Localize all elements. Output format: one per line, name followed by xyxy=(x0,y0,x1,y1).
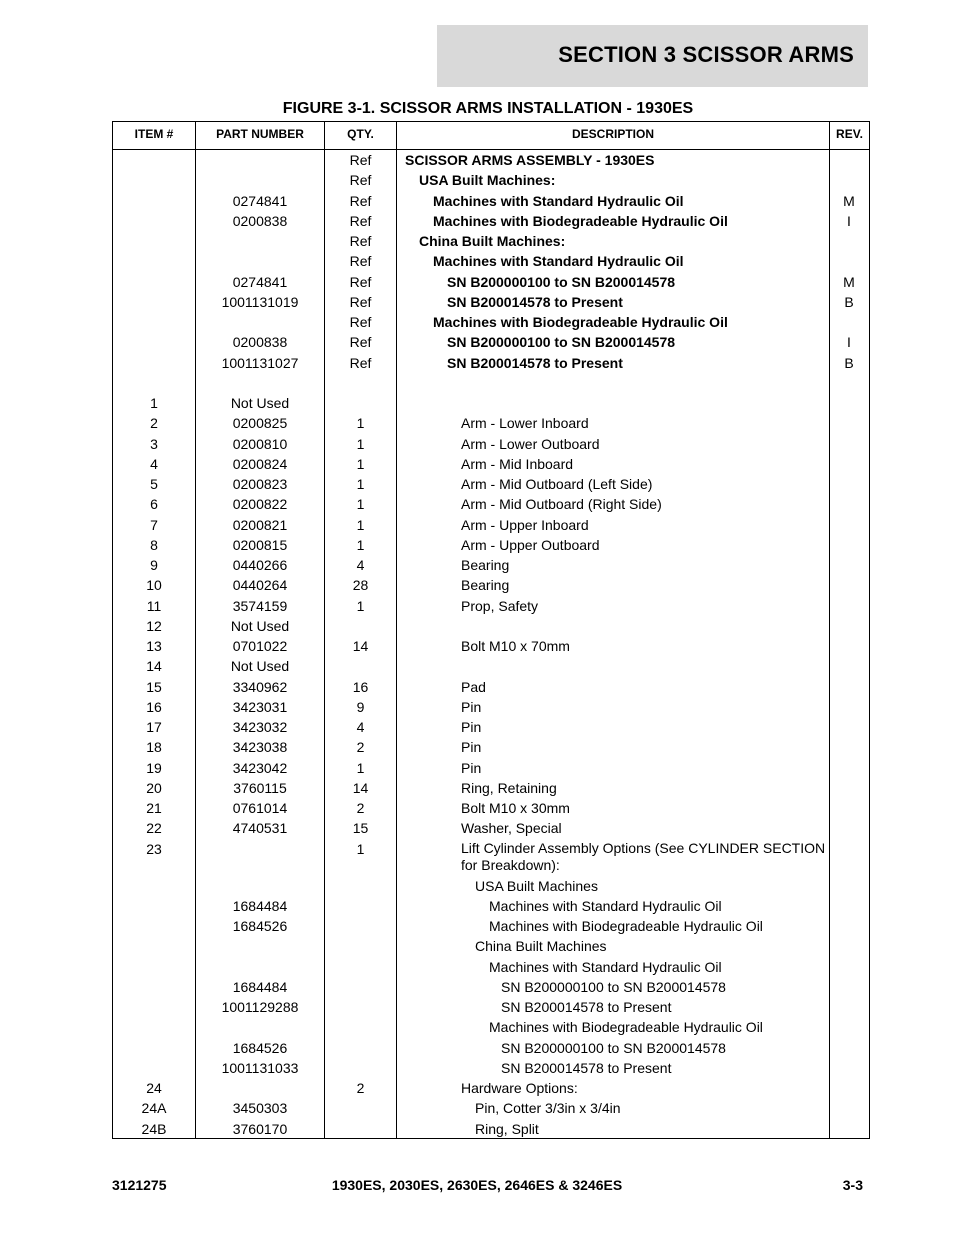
item-cell: 6 xyxy=(150,496,158,513)
item-cell: 3 xyxy=(150,435,158,452)
item-cell: 13 xyxy=(146,638,162,654)
figure-title: FIGURE 3-1. SCISSOR ARMS INSTALLATION - 1930ES xyxy=(282,100,694,117)
description-cell: Ring, Split xyxy=(475,1120,539,1137)
table-row xyxy=(113,251,869,271)
item-cell: 4 xyxy=(150,455,158,472)
qty-cell: Ref xyxy=(349,354,372,371)
description-cell: Machines with Standard Hydraulic Oil xyxy=(433,253,684,270)
description-cell: Pad xyxy=(461,678,486,695)
description-cell: SCISSOR ARMS ASSEMBLY - 1930ES xyxy=(405,152,655,168)
part-number-cell: 0200824 xyxy=(232,455,288,472)
footer-doc-number: 3121275 xyxy=(112,1177,167,1193)
description-cell: Arm - Lower Inboard xyxy=(461,415,589,432)
part-number-cell: 1684526 xyxy=(232,918,288,934)
part-number-cell: 0200822 xyxy=(232,496,288,513)
description-cell: Washer, Special xyxy=(461,820,562,837)
rev-cell: M xyxy=(843,273,855,290)
description-cell: Arm - Upper Inboard xyxy=(461,516,589,533)
part-number-cell: 0440264 xyxy=(232,577,288,594)
table-row xyxy=(113,818,869,838)
part-number-cell: 1684484 xyxy=(232,978,288,995)
part-number-cell: 3574159 xyxy=(232,597,288,614)
qty-cell: Ref xyxy=(349,152,372,168)
table-body xyxy=(113,150,869,1139)
part-number-cell: 0440266 xyxy=(232,557,288,573)
qty-cell: 2 xyxy=(356,739,365,756)
item-cell: 21 xyxy=(146,800,162,816)
item-cell: 5 xyxy=(150,476,158,492)
table-row xyxy=(113,977,869,997)
table-row xyxy=(113,839,869,876)
description-cell: Arm - Mid Outboard (Right Side) xyxy=(461,496,662,513)
table-row xyxy=(113,434,869,454)
qty-cell: 4 xyxy=(356,719,365,735)
table-row xyxy=(113,778,869,798)
description-cell: Pin xyxy=(461,759,482,776)
part-number-cell: 0701022 xyxy=(232,638,288,654)
qty-cell: Ref xyxy=(349,212,372,229)
part-number-cell: 1001129288 xyxy=(221,999,299,1015)
table-row xyxy=(113,170,869,190)
description-cell: SN B200000100 to SN B200014578 xyxy=(501,978,726,995)
part-number-cell: 0274841 xyxy=(232,192,288,209)
description-cell: Lift Cylinder Assembly Options (See CYLINDER SECTION for Breakdown): xyxy=(461,839,826,873)
table-row xyxy=(113,957,869,977)
table-row xyxy=(113,697,869,717)
header-qty: QTY. xyxy=(347,127,374,141)
table-row xyxy=(113,1119,869,1139)
table-row xyxy=(113,231,869,251)
qty-cell: 2 xyxy=(356,800,365,816)
part-number-cell: 1001131033 xyxy=(221,1059,299,1076)
qty-cell: Ref xyxy=(349,253,372,270)
part-number-cell: 3760170 xyxy=(232,1120,288,1137)
description-cell: Arm - Mid Inboard xyxy=(461,455,574,472)
table-row xyxy=(113,596,869,616)
qty-cell: 1 xyxy=(356,759,365,776)
description-cell: Arm - Mid Outboard (Left Side) xyxy=(461,476,653,492)
qty-cell: 1 xyxy=(356,476,365,492)
table-row xyxy=(113,876,869,896)
rev-cell: B xyxy=(844,354,854,371)
table-row xyxy=(113,515,869,535)
part-number-cell: 0274841 xyxy=(232,273,288,290)
part-number-cell: 3423031 xyxy=(232,698,288,715)
qty-cell: 1 xyxy=(356,840,365,857)
table-row xyxy=(113,191,869,211)
table-row xyxy=(113,474,869,494)
item-cell: 18 xyxy=(146,739,162,756)
item-cell: 14 xyxy=(146,658,162,675)
qty-cell: 1 xyxy=(356,516,365,533)
part-number-cell: 0761014 xyxy=(232,800,288,816)
table-row xyxy=(113,997,869,1017)
part-number-cell: 3450303 xyxy=(232,1100,288,1117)
table-row xyxy=(113,454,869,474)
qty-cell: 9 xyxy=(356,698,365,715)
qty-cell: 1 xyxy=(356,496,365,513)
description-cell: Arm - Lower Outboard xyxy=(461,435,600,452)
part-number-cell: Not Used xyxy=(230,658,290,675)
header-rev: REV. xyxy=(836,127,863,141)
part-number-cell: 1001131019 xyxy=(221,293,299,310)
part-number-cell: 0200815 xyxy=(232,536,288,553)
table-row xyxy=(113,758,869,778)
description-cell: USA Built Machines: xyxy=(419,172,556,189)
part-number-cell: 3423042 xyxy=(232,759,288,776)
part-number-cell: 1684526 xyxy=(232,1039,288,1056)
part-number-cell: 0200825 xyxy=(232,415,288,432)
table-row xyxy=(113,393,869,413)
description-cell: Hardware Options: xyxy=(461,1080,578,1096)
description-cell: Bearing xyxy=(461,577,510,594)
section-banner xyxy=(437,25,868,87)
rev-cell: I xyxy=(847,334,851,351)
table-row xyxy=(113,272,869,292)
qty-cell: Ref xyxy=(349,293,372,310)
table-row xyxy=(113,636,869,656)
rev-cell: M xyxy=(843,192,855,209)
part-number-cell: 1684484 xyxy=(232,897,288,914)
description-cell: Bolt M10 x 70mm xyxy=(461,638,570,654)
item-cell: 22 xyxy=(146,820,162,837)
qty-cell: 14 xyxy=(352,779,369,796)
qty-cell: 1 xyxy=(356,435,365,452)
rev-cell: B xyxy=(844,293,854,310)
qty-cell: 4 xyxy=(356,557,365,573)
item-cell: 24B xyxy=(141,1120,167,1137)
part-number-cell: 3760115 xyxy=(233,779,287,796)
part-number-cell: Not Used xyxy=(230,395,290,411)
description-cell: Machines with Biodegradeable Hydraulic Oil xyxy=(489,1019,763,1036)
qty-cell: Ref xyxy=(349,334,372,351)
part-number-cell: 0200810 xyxy=(232,435,288,452)
part-number-cell: 0200838 xyxy=(232,212,288,229)
qty-cell: 15 xyxy=(352,820,369,837)
item-cell: 24 xyxy=(146,1080,162,1096)
header-item: ITEM # xyxy=(134,127,174,141)
table-row xyxy=(113,616,869,636)
qty-cell: 28 xyxy=(352,577,369,594)
qty-cell: 1 xyxy=(356,597,365,614)
item-cell: 10 xyxy=(146,577,162,594)
item-cell: 16 xyxy=(146,698,162,715)
qty-cell: 14 xyxy=(352,638,369,654)
description-cell: Machines with Standard Hydraulic Oil xyxy=(433,192,684,209)
qty-cell: 16 xyxy=(352,678,369,695)
part-number-cell: Not Used xyxy=(230,617,290,634)
table-row xyxy=(113,717,869,737)
qty-cell: Ref xyxy=(349,192,372,209)
item-cell: 1 xyxy=(150,395,158,411)
table-row xyxy=(113,535,869,555)
part-number-cell: 1001131027 xyxy=(221,354,299,371)
item-cell: 20 xyxy=(146,779,162,796)
description-cell: SN B200014578 to Present xyxy=(501,1059,672,1076)
description-cell: Arm - Upper Outboard xyxy=(461,536,600,553)
part-number-cell: 0200823 xyxy=(232,476,288,492)
table-row xyxy=(113,353,869,373)
table-row xyxy=(113,916,869,936)
table-row xyxy=(113,1038,869,1058)
item-cell: 11 xyxy=(146,597,162,614)
description-cell: Pin xyxy=(461,719,482,735)
table-row xyxy=(113,896,869,916)
table-row xyxy=(113,211,869,231)
description-cell: SN B200000100 to SN B200014578 xyxy=(447,273,676,290)
description-cell: Pin xyxy=(461,698,482,715)
table-row xyxy=(113,332,869,352)
qty-cell: Ref xyxy=(349,273,372,290)
item-cell: 19 xyxy=(146,759,162,776)
qty-cell: Ref xyxy=(349,172,372,189)
description-cell: SN B200000100 to SN B200014578 xyxy=(501,1039,726,1056)
part-number-cell: 4740531 xyxy=(232,820,288,837)
table-row xyxy=(113,373,869,393)
table-row xyxy=(113,677,869,697)
description-cell: China Built Machines: xyxy=(419,233,566,249)
description-cell: Bearing xyxy=(461,557,510,573)
header-part-number: PART NUMBER xyxy=(216,127,304,141)
item-cell: 24A xyxy=(141,1100,167,1117)
table-row xyxy=(113,494,869,514)
table-row xyxy=(113,575,869,595)
table-row xyxy=(113,312,869,332)
description-cell: Machines with Standard Hydraulic Oil xyxy=(489,958,722,975)
table-row xyxy=(113,292,869,312)
rev-cell: I xyxy=(847,212,851,229)
qty-cell: Ref xyxy=(349,233,372,249)
description-cell: Pin, Cotter 3/3in x 3/4in xyxy=(475,1100,621,1117)
description-cell: USA Built Machines xyxy=(475,877,598,894)
description-cell: Machines with Biodegradeable Hydraulic Oil xyxy=(433,314,728,330)
table-row xyxy=(113,555,869,575)
description-cell: Pin xyxy=(461,739,482,756)
table-row xyxy=(113,1017,869,1037)
item-cell: 12 xyxy=(146,617,162,634)
item-cell: 17 xyxy=(146,719,162,735)
qty-cell: 1 xyxy=(356,455,365,472)
table-row xyxy=(113,798,869,818)
header-description: DESCRIPTION xyxy=(571,127,654,141)
part-number-cell: 0200838 xyxy=(232,334,288,351)
description-cell: China Built Machines xyxy=(475,938,607,955)
description-cell: SN B200014578 to Present xyxy=(447,354,623,371)
description-cell: Machines with Biodegradeable Hydraulic Oil xyxy=(433,212,728,229)
qty-cell: 2 xyxy=(356,1080,365,1096)
description-cell: SN B200014578 to Present xyxy=(447,293,623,310)
table-row xyxy=(113,656,869,676)
table-row xyxy=(113,737,869,757)
description-cell: Machines with Biodegradeable Hydraulic Oil xyxy=(489,918,763,934)
description-cell: SN B200014578 to Present xyxy=(501,999,672,1015)
table-row xyxy=(113,413,869,433)
item-cell: 8 xyxy=(150,536,158,553)
item-cell: 2 xyxy=(150,415,158,432)
qty-cell: Ref xyxy=(349,314,372,330)
description-cell: Bolt M10 x 30mm xyxy=(461,800,570,816)
footer-page-number: 3-3 xyxy=(842,1177,863,1193)
description-cell: SN B200000100 to SN B200014578 xyxy=(447,334,676,351)
footer-models: 1930ES, 2030ES, 2630ES, 2646ES & 3246ES xyxy=(331,1177,623,1193)
part-number-cell: 3340962 xyxy=(232,678,288,695)
item-cell: 7 xyxy=(150,516,158,533)
table-row xyxy=(113,150,869,170)
description-cell: Machines with Standard Hydraulic Oil xyxy=(489,897,722,914)
table-row xyxy=(113,1058,869,1078)
item-cell: 15 xyxy=(146,678,162,695)
part-number-cell: 3423038 xyxy=(232,739,288,756)
description-cell: Prop, Safety xyxy=(461,597,539,614)
item-cell: 9 xyxy=(150,557,158,573)
parts-table xyxy=(112,121,870,1139)
qty-cell: 1 xyxy=(356,536,365,553)
description-cell: Ring, Retaining xyxy=(461,779,557,796)
qty-cell: 1 xyxy=(356,415,365,432)
part-number-cell: 3423032 xyxy=(232,719,288,735)
table-row xyxy=(113,1078,869,1098)
item-cell: 23 xyxy=(146,840,162,857)
table-row xyxy=(113,1098,869,1118)
section-title: SECTION 3 SCISSOR ARMS xyxy=(558,42,854,67)
table-row xyxy=(113,936,869,956)
part-number-cell: 0200821 xyxy=(232,516,288,533)
